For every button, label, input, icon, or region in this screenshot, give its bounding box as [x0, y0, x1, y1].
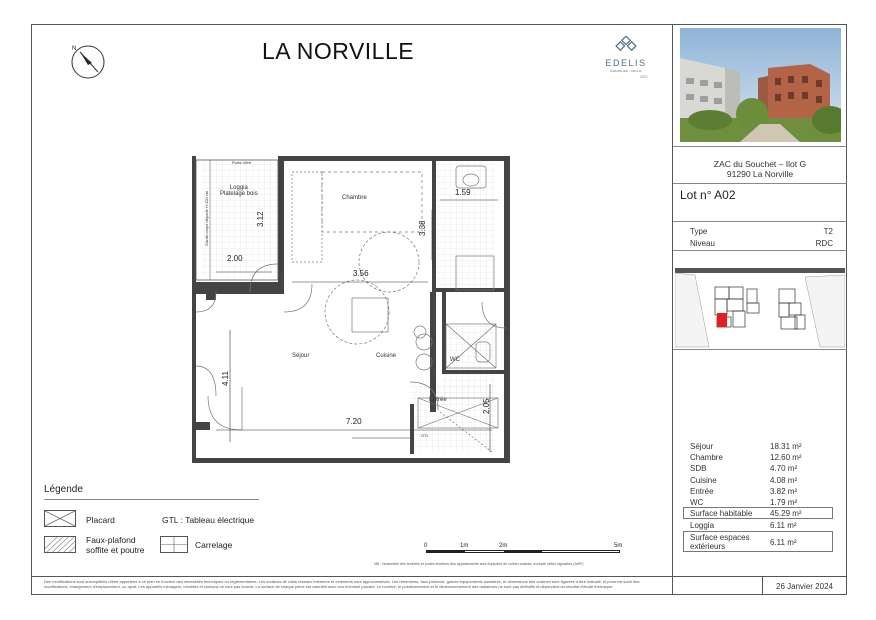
type-value: T2 — [823, 227, 833, 236]
dim-sdb-width: 1.59 — [455, 188, 471, 197]
faux-plafond-swatch-icon — [44, 536, 76, 553]
loggia-surface-value: 6.11 m² — [770, 521, 797, 530]
panel-divider — [673, 146, 847, 147]
scale-bar-segment — [504, 550, 542, 553]
room-entree: Entrée — [429, 397, 447, 403]
panel-divider — [673, 221, 847, 222]
legend-carrelage: Carrelage — [195, 540, 233, 550]
address — [673, 159, 847, 179]
surface-label-wc: WC — [690, 498, 704, 507]
surface-label-sejour: Séjour — [690, 442, 714, 451]
placard-swatch-icon — [44, 510, 76, 527]
dim-chambre-height: 3.38 — [418, 220, 427, 236]
legend-divider — [44, 499, 259, 500]
legend-placard: Placard — [86, 515, 115, 525]
room-chambre: Chambre — [342, 195, 367, 201]
surface-exterieurs-value: 6.11 m² — [770, 538, 797, 547]
surface-value-chambre: 12.60 m² — [770, 453, 802, 462]
carrelage-swatch-icon — [160, 536, 188, 553]
legend-faux-plafond-2: soffite et poutre — [86, 545, 145, 555]
type-label: Type — [690, 227, 708, 236]
logo-tagline: IMMOBILIER · GROUP — [610, 69, 642, 73]
disclaimer: Des modifications sont susceptibles d'être apportées à ce plan en fonction des nécessités techniques ou réglementaires. Les surfaces de cillos réseaux intérieurs et extérieurs sont approximatives. Les retombées, faux-plafonds, gaines équipements sanitaires, et dimensions des cuisines sont figurées à titre indicatif, et pourront subir des modifications, changement d'emplacement, ou ajout. Les appareils ménagers, meubles et cloisons ne sont pas fournis. La surface de chaque pièce est calculée avec son éventuel placard. Le nombre, le positionnement et le dimensionnement des radiateurs ne sont pas définitifs et dépendent du résultat d'étude thermique. — [44, 579, 640, 589]
panel-divider — [673, 349, 847, 350]
lot-highlight — [717, 313, 727, 327]
room-sejour: Séjour — [292, 353, 310, 359]
scale-tick-5m: 5m — [614, 543, 623, 549]
surface-label-entree: Entrée — [690, 487, 714, 496]
legend-faux-plafond — [86, 535, 144, 555]
surface-label-chambre: Chambre — [690, 453, 723, 462]
surface-value-wc: 1.79 m² — [770, 498, 798, 507]
surface-exterieurs-label-2: extérieurs — [690, 542, 726, 551]
scale-tick-1m: 1m — [460, 543, 469, 549]
shutter-note: NB : l'ensemble des fenêtres et portes-fenêtres des appartements sont équipées de volets roulants, excepté celles signalées (AWF) — [374, 562, 584, 566]
dim-loggia-width: 2.00 — [227, 254, 243, 263]
logo-brand: EDELIS — [605, 58, 647, 68]
address-line-1: ZAC du Souchet – Ilot G — [713, 159, 807, 169]
loggia-label-1: Loggia — [229, 185, 248, 191]
surface-value-sejour: 18.31 m² — [770, 442, 802, 451]
dim-entree-height: 2.05 — [482, 398, 491, 414]
dim-sejour-height: 4.11 — [221, 371, 230, 386]
loggia-surface-label: Loggia — [690, 521, 715, 530]
frame-divider — [672, 24, 673, 595]
room-wc: WC — [450, 357, 460, 363]
page-title: LA NORVILLE — [262, 38, 415, 64]
loggia-label — [220, 185, 258, 197]
dim-chambre-width: 3.56 — [353, 269, 369, 278]
surface-value-cuisine: 4.08 m² — [770, 476, 798, 485]
legend-gtl: GTL : Tableau électrique — [162, 515, 255, 525]
surface-habitable-label: Surface habitable — [690, 509, 753, 518]
dim-sejour-width: 7.20 — [346, 417, 362, 426]
address-line-2: 91290 La Norville — [726, 169, 794, 179]
garde-corps-label: Garde-corps déporté H:100 cm — [204, 190, 209, 246]
surface-value-entree: 3.82 m² — [770, 487, 798, 496]
panel-divider — [673, 183, 847, 184]
surface-habitable-value: 45.29 m² — [770, 509, 802, 518]
footer-line — [31, 576, 847, 577]
lot-number: Lot n° A02 — [680, 188, 736, 202]
scale-tick-2m: 2m — [499, 543, 508, 549]
logo-badge: GCC — [640, 75, 648, 79]
surface-label-sdb: SDB — [690, 464, 707, 473]
panel-divider — [673, 250, 847, 251]
niveau-label: Niveau — [690, 239, 715, 248]
north-arrow-icon — [70, 44, 106, 80]
svg-text:N: N — [72, 46, 77, 52]
scale-tick-0: 0 — [424, 543, 428, 549]
porte-vitre-label: Porte-Vitré — [232, 160, 252, 165]
dim-loggia-height: 3.12 — [256, 211, 265, 227]
niveau-value: RDC — [815, 239, 833, 248]
scale-bar-segment — [426, 550, 465, 553]
site-key-plan — [675, 265, 845, 348]
loggia-label-2: Platelage bois — [220, 191, 258, 197]
surface-exterieurs-label — [690, 533, 750, 551]
legend-faux-plafond-1: Faux-plafond — [86, 535, 136, 545]
scale-bar — [424, 543, 624, 563]
legend-title: Légende — [44, 484, 83, 495]
document-date: 26 Janvier 2024 — [776, 582, 833, 591]
gtl-label: GTL — [421, 433, 429, 438]
floor-plan — [192, 152, 512, 468]
room-cuisine: Cuisine — [376, 353, 397, 359]
surface-exterieurs-label-1: Surface espaces — [690, 533, 750, 542]
surface-value-sdb: 4.70 m² — [770, 464, 798, 473]
surface-label-cuisine: Cuisine — [690, 476, 717, 485]
building-photo — [680, 28, 841, 142]
